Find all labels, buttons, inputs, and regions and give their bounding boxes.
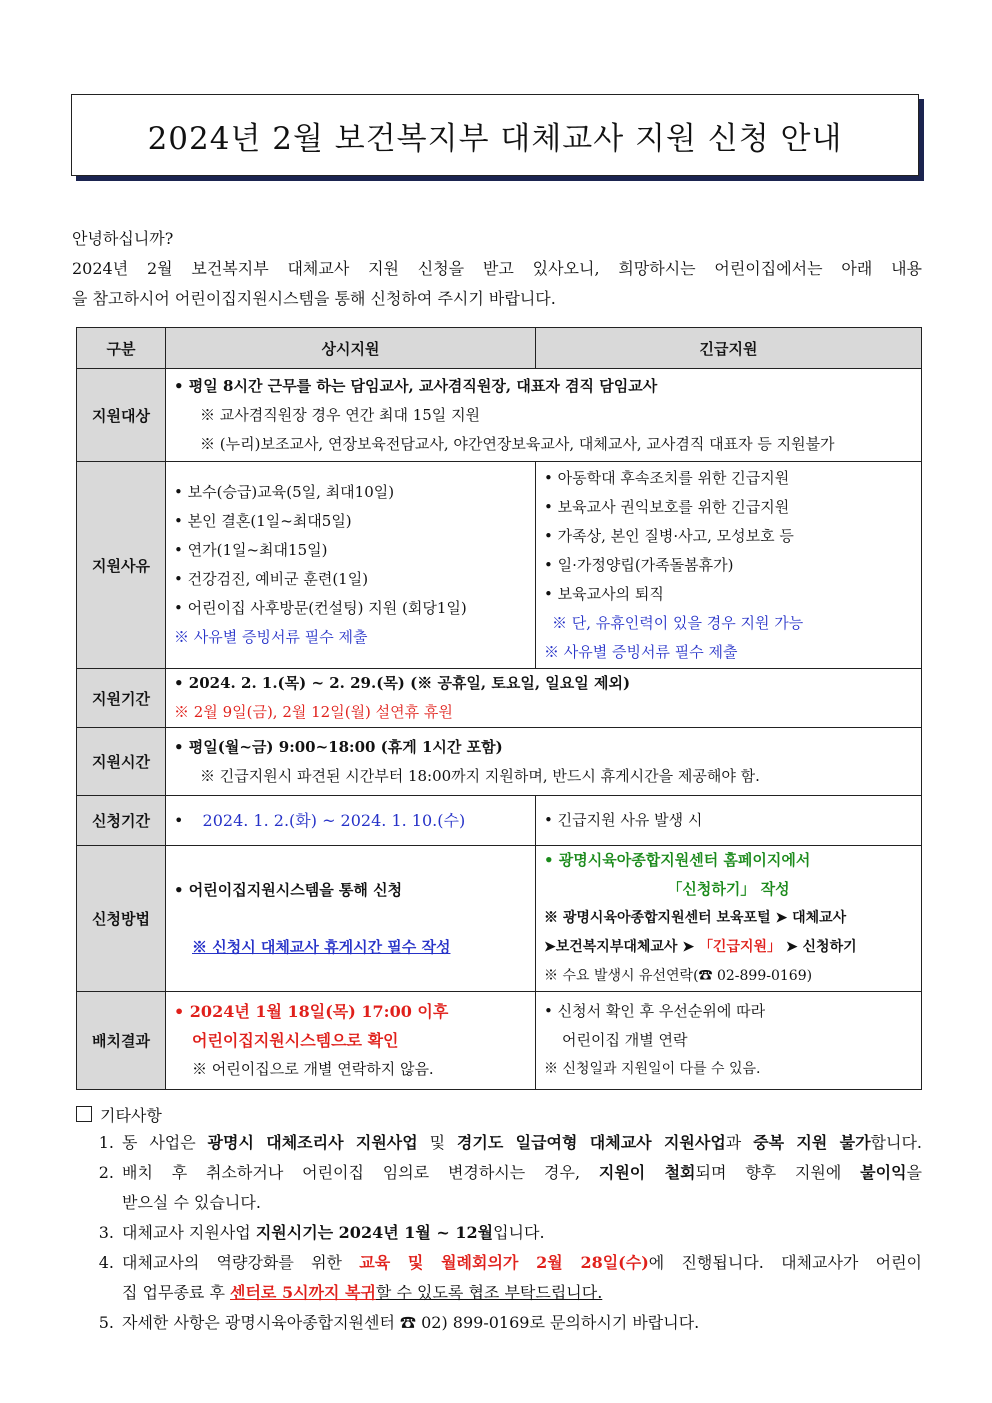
table-header-row (77, 328, 922, 369)
cell-apply-urgent (536, 796, 922, 846)
row-apply-period (77, 796, 922, 846)
header-category: 구분 (77, 328, 166, 369)
list-item (76, 1218, 922, 1248)
period-line2: ※ 2월 9일(금), 2월 12일(월) 설연휴 휴원 (174, 703, 453, 721)
method-regular-line1: • 어린이집지원시스템을 통해 신청 (174, 880, 403, 899)
method-path-b: 「긴급지원」 (698, 939, 782, 955)
list-item: • 어린이집 사후방문(컨설팅) 지원 (회당1일) (174, 599, 467, 617)
item-text: 대체교사의 역량강화를 위한 교육 및 월례회의가 2월 28일(수)에 진행됩니다. 대체교사가 어린이 집 업무종료 후 센터로 5시까지 복귀할 수 있도록 협조 부탁드립니다. (122, 1253, 922, 1302)
header-urgent: 긴급지원 (536, 328, 922, 369)
result-urgent-line3: ※ 신청일과 지원일이 다를 수 있음. (544, 1061, 761, 1077)
method-urgent-line5: ※ 수요 발생시 유선연락(☎ 02-899-0169) (544, 968, 813, 984)
checkbox-icon (76, 1106, 92, 1122)
item-number: 3. (98, 1223, 114, 1242)
label-time: 지원시간 (77, 728, 166, 796)
item-number: 5. (98, 1313, 114, 1332)
label-result: 배치결과 (77, 992, 166, 1090)
item-number: 1. (98, 1133, 114, 1152)
list-item: • 일·가정양립(가족돌봄휴가) (544, 555, 734, 574)
item-number: 4. (98, 1253, 114, 1272)
method-urgent-line4 (544, 933, 913, 962)
target-line1: • 평일 8시간 근무를 하는 담임교사, 교사겸직원장, 대표자 겸직 담임교사 (174, 376, 658, 395)
item-text: 배치 후 취소하거나 어린이집 임의로 변경하시는 경우, 지원이 철회되며 향후 지원에 불이익을 받으실 수 있습니다. (122, 1163, 922, 1212)
cell-result-urgent (536, 992, 922, 1090)
extra-heading (76, 1100, 922, 1128)
result-regular-line2: 어린이집지원시스템으로 확인 (192, 1031, 399, 1050)
row-period (77, 669, 922, 728)
intro (72, 224, 922, 314)
list-item: • 보수(승급)교육(5일, 최대10일) (174, 483, 395, 501)
reason-urgent-note1: ※ 단, 유휴인력이 있을 경우 지원 가능 (552, 613, 804, 632)
cell-reason-urgent (536, 462, 922, 669)
method-path-c: ➤ 신청하기 (785, 939, 857, 955)
list-item: • 연가(1일~최대15일) (174, 541, 328, 559)
apply-urgent-text: • 긴급지원 사유 발생 시 (544, 811, 703, 829)
info-table (76, 327, 922, 1090)
list-item: • 본인 결혼(1일~최대5일) (174, 512, 352, 530)
result-regular-line3: ※ 어린이집으로 개별 연락하지 않음. (192, 1060, 434, 1078)
row-reason (77, 462, 922, 669)
list-item: • 보육교사의 퇴직 (544, 584, 664, 603)
cell-result-regular (166, 992, 536, 1090)
reason-regular-note: ※ 사유별 증빙서류 필수 제출 (174, 628, 368, 646)
target-line3: ※ (누리)보조교사, 연장보육전담교사, 야간연장보육교사, 대체교사, 교사겸직 대표자 등 지원불가 (200, 434, 835, 453)
list-item: • 건강검진, 예비군 훈련(1일) (174, 570, 369, 588)
label-reason: 지원사유 (77, 462, 166, 669)
target-line2: ※ 교사겸직원장 경우 연간 최대 15일 지원 (200, 405, 481, 424)
label-period: 지원기간 (77, 669, 166, 728)
time-line2: ※ 긴급지원시 파견된 시간부터 18:00까지 지원하며, 반드시 휴게시간을 제공해야 함. (200, 766, 760, 785)
item-number: 2. (98, 1163, 114, 1182)
label-method: 신청방법 (77, 846, 166, 992)
row-result (77, 992, 922, 1090)
apply-bullet: • (174, 811, 184, 830)
method-path-a: ➤보건복지부대체교사 ➤ (544, 939, 695, 955)
result-urgent-line1: • 신청서 확인 후 우선순위에 따라 (544, 1002, 766, 1020)
cell-method-regular (166, 846, 536, 992)
result-urgent-line2: 어린이집 개별 연락 (562, 1031, 688, 1049)
cell-time (166, 728, 922, 796)
list-item (76, 1248, 922, 1308)
cell-apply-regular (166, 796, 536, 846)
period-line1: • 2024. 2. 1.(목) ~ 2. 29.(목) (※ 공휴일, 토요일, 일요일 제외) (174, 674, 631, 692)
header-regular: 상시지원 (166, 328, 536, 369)
cell-target (166, 369, 922, 462)
intro-greeting: 안녕하십니까? (72, 229, 174, 248)
row-method (77, 846, 922, 992)
label-target: 지원대상 (77, 369, 166, 462)
time-line1: • 평일(월~금) 9:00~18:00 (휴게 1시간 포함) (174, 737, 503, 756)
list-item (76, 1128, 922, 1158)
row-target (77, 369, 922, 462)
list-item: • 가족상, 본인 질병·사고, 모성보호 등 (544, 526, 794, 545)
extra-heading-text: 기타사항 (100, 1105, 162, 1125)
extra-section (76, 1100, 922, 1338)
item-text: 자세한 사항은 광명시육아종합지원센터 ☎ 02) 899-0169로 문의하시기 바랍니다. (122, 1313, 700, 1332)
item-text: 동 사업은 광명시 대체조리사 지원사업 및 경기도 일급여형 대체교사 지원사업과 중복 지원 불가합니다. (122, 1133, 922, 1152)
intro-line2: 을 참고하시어 어린이집지원시스템을 통해 신청하여 주시기 바랍니다. (72, 289, 556, 308)
row-time (77, 728, 922, 796)
cell-reason-regular (166, 462, 536, 669)
list-item: • 아동학대 후속조치를 위한 긴급지원 (544, 468, 790, 487)
method-urgent-line3: ※ 광명시육아종합지원센터 보육포털 ➤ 대체교사 (544, 910, 847, 926)
title-box (71, 94, 919, 176)
cell-method-urgent (536, 846, 922, 992)
label-apply-period: 신청기간 (77, 796, 166, 846)
list-item (76, 1308, 922, 1338)
result-regular-line1: • 2024년 1월 18일(목) 17:00 이후 (174, 1002, 449, 1021)
reason-urgent-note2: ※ 사유별 증빙서류 필수 제출 (544, 642, 738, 661)
page-title: 2024년 2월 보건복지부 대체교사 지원 신청 안내 (147, 120, 843, 157)
method-regular-line2: ※ 신청시 대체교사 휴게시간 필수 작성 (192, 937, 451, 956)
apply-regular-date: 2024. 1. 2.(화) ~ 2024. 1. 10.(수) (202, 811, 466, 830)
cell-period (166, 669, 922, 728)
method-urgent-line1: • 광명시육아종합지원센터 홈페이지에서 (544, 851, 811, 869)
method-urgent-line2: 「신청하기」 작성 (667, 880, 790, 898)
list-item: • 보육교사 권익보호를 위한 긴급지원 (544, 497, 790, 516)
list-item (76, 1158, 922, 1218)
item-text: 대체교사 지원사업 지원시기는 2024년 1월 ~ 12월입니다. (122, 1223, 545, 1242)
intro-line1: 2024년 2월 보건복지부 대체교사 지원 신청을 받고 있사오니, 희망하시는 어린이집에서는 아래 내용 (72, 259, 922, 278)
